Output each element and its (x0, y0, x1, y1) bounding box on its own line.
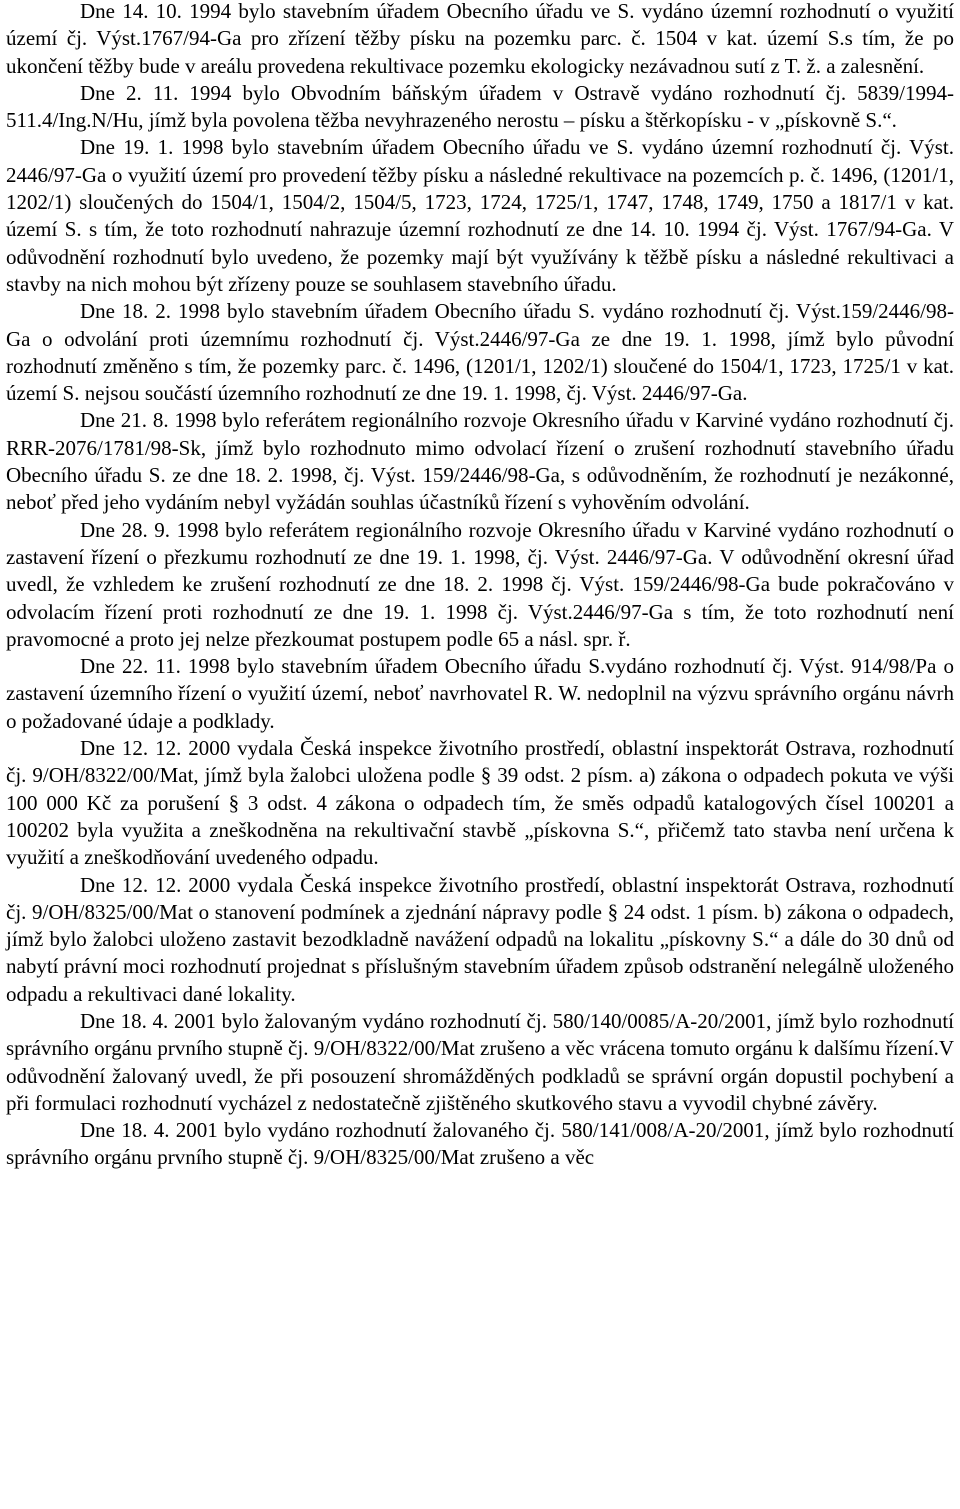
paragraph: Dne 12. 12. 2000 vydala Česká inspekce životního prostředí, oblastní inspektorát Ostrava, rozhodnutí čj. 9/OH/8325/00/Mat o stanovení podmínek a zjednání nápravy podle § 24 odst. 1 písm. b) zákona o odpadech, jímž bylo žalobci uloženo zastavit bezodkladně navážení odpadů na lokalitu „pískovny S.“ a dále do 30 dnů od nabytí právní moci rozhodnutí projednat s příslušným stavebním úřadem způsob odstranění nelegálně uloženého odpadu a rekultivaci dané lokality. (6, 872, 954, 1006)
paragraph: Dne 22. 11. 1998 bylo stavebním úřadem Obecního úřadu S.vydáno rozhodnutí čj. Výst. 914/98/Pa o zastavení územního řízení o využití území, neboť navrhovatel R. W. nedoplnil na výzvu správního orgánu návrh o požadované údaje a podklady. (6, 654, 954, 733)
paragraph: Dne 2. 11. 1994 bylo Obvodním báňským úřadem v Ostravě vydáno rozhodnutí čj. 5839/1994-511.4/Ing.N/Hu, jímž byla povolena těžba nevyhrazeného nerostu – písku a štěrkopísku - v „pískovně S.“. (6, 80, 954, 133)
document-body (6, 0, 954, 1172)
paragraph: Dne 18. 4. 2001 bylo žalovaným vydáno rozhodnutí čj. 580/140/0085/A-20/2001, jímž bylo rozhodnutí správního orgánu prvního stupně čj. 9/OH/8322/00/Mat zrušeno a věc vrácena tomuto orgánu k dalšímu řízení.V odůvodnění žalovaný uvedl, že při posouzení shromážděných podkladů se správní orgán dopustil pochybení a při formulaci rozhodnutí vycházel z nedostatečně zjištěného skutkového stavu a vyvodil chybné závěry. (6, 1008, 954, 1115)
paragraph: Dne 28. 9. 1998 bylo referátem regionálního rozvoje Okresního úřadu v Karviné vydáno rozhodnutí o zastavení řízení o přezkumu rozhodnutí ze dne 19. 1. 1998, čj. Výst. 2446/97-Ga. V odůvodnění okresní úřad uvedl, že vzhledem ke zrušení rozhodnutí ze dne 18. 2. 1998 čj. Výst. 159/2446/98-Ga bude pokračováno v odvolacím řízení proti rozhodnutí ze dne 19. 1. 1998 čj. Výst.2446/97-Ga s tím, že toto rozhodnutí není pravomocné a proto jej nelze přezkoumat postupem podle 65 a násl. spr. ř. (6, 517, 954, 651)
paragraph: Dne 18. 2. 1998 bylo stavebním úřadem Obecního úřadu S. vydáno rozhodnutí čj. Výst.159/2446/98-Ga o odvolání proti územnímu rozhodnutí čj. Výst.2446/97-Ga ze dne 19. 1. 1998, jímž bylo původní rozhodnutí změněno s tím, že pozemky parc. č. 1496, (1201/1, 1202/1) sloučené do 1504/1, 1723, 1725/1 v kat. území S. nejsou součástí územního rozhodnutí ze dne 19. 1. 1998, čj. Výst. 2446/97-Ga. (6, 299, 954, 406)
paragraph: Dne 21. 8. 1998 bylo referátem regionálního rozvoje Okresního úřadu v Karviné vydáno rozhodnutí čj. RRR-2076/1781/98-Sk, jímž bylo rozhodnuto mimo odvolací řízení o zrušení rozhodnutí stavebního úřadu Obecního úřadu S. ze dne 18. 2. 1998, čj. Výst. 159/2446/98-Ga, s odůvodněním, že rozhodnutí je nezákonné, neboť před jeho vydáním nebyl vyžádán souhlas účastníků řízení s vyhověním odvolání. (6, 408, 954, 515)
paragraph: Dne 18. 4. 2001 bylo vydáno rozhodnutí žalovaného čj. 580/141/008/A-20/2001, jímž bylo rozhodnutí správního orgánu prvního stupně čj. 9/OH/8325/00/Mat zrušeno a věc (6, 1118, 954, 1170)
paragraph: Dne 14. 10. 1994 bylo stavebním úřadem Obecního úřadu ve S. vydáno územní rozhodnutí o využití území čj. Výst.1767/94-Ga pro zřízení těžby písku na pozemku parc. č. 1504 v kat. území S.s tím, že po ukončení těžby bude v areálu provedena rekultivace pozemku ekologicky nezávadnou sutí z T. ž. a zalesnění. (6, 0, 954, 78)
paragraph: Dne 12. 12. 2000 vydala Česká inspekce životního prostředí, oblastní inspektorát Ostrava, rozhodnutí čj. 9/OH/8322/00/Mat, jímž byla žalobci uložena podle § 39 odst. 2 písm. a) zákona o odpadech pokuta ve výši 100 000 Kč za porušení § 3 odst. 4 zákona o odpadech tím, že směs odpadů katalogových čísel 100201 a 100202 byla využita a zneškodněna na rekultivační stavbě „pískovna S.“, přičemž tato stavba není určena k využití a zneškodňování uvedeného odpadu. (6, 736, 954, 870)
paragraph: Dne 19. 1. 1998 bylo stavebním úřadem Obecního úřadu ve S. vydáno územní rozhodnutí čj. Výst. 2446/97-Ga o využití území pro provedení těžby písku a následné rekultivace na pozemcích p. č. 1496, (1201/1, 1202/1) sloučených do 1504/1, 1504/2, 1504/5, 1723, 1724, 1725/1, 1747, 1748, 1749, 1750 a 1817/1 v kat. území S. s tím, že toto rozhodnutí nahrazuje územní rozhodnutí ze dne 14. 10. 1994 čj. Výst. 1767/94-Ga. V odůvodnění rozhodnutí bylo uvedeno, že pozemky mají být využívány k těžbě písku a následné rekultivaci a stavby na nich mohou být zřízeny pouze se souhlasem stavebního úřadu. (6, 135, 954, 296)
